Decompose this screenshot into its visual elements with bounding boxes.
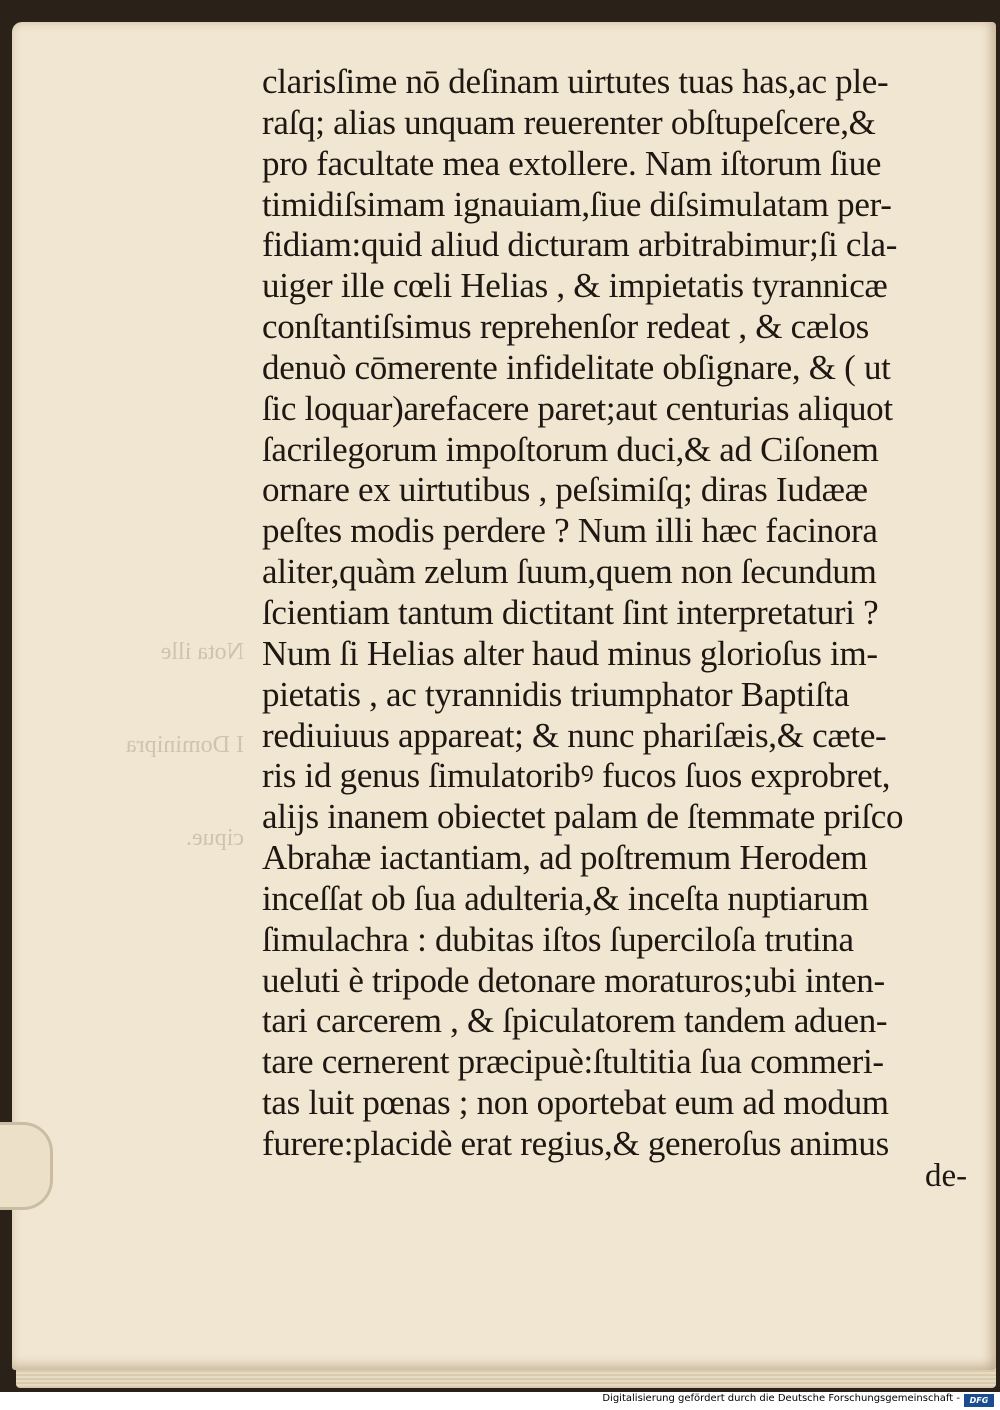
text-line: timidiſsimam ignauiam,ſiue diſsimulatam per-	[262, 184, 892, 224]
text-line: Abrahæ iactantiam, ad poſtremum Herodem	[262, 838, 868, 878]
bleed-line: Nota ille	[160, 639, 244, 665]
text-line: raſq; alias unquam reuerenter obſtupeſcere,&	[262, 102, 876, 142]
text-line: inceſſat ob ſua adulteria,& inceſta nuptiarum	[262, 878, 869, 918]
body-text	[262, 62, 982, 1165]
text-line: ſcientiam tantum dictitant ſint interpretaturi ?	[262, 592, 879, 632]
digitization-footer	[0, 1392, 1000, 1410]
text-line: fidiam:quid aliud dicturam arbitrabimur;ſi cla-	[262, 225, 898, 265]
text-line: ſic loquar)arefacere paret;aut centurias aliquot	[262, 388, 893, 428]
text-line: pro facultate mea extollere. Nam iſtorum ſiue	[262, 143, 882, 183]
page-clasp-mark	[0, 1122, 53, 1210]
text-line: ſacrilegorum impoſtorum duci,& ad Ciſonem	[262, 429, 879, 469]
text-line: clarisſime nō deſinam uirtutes tuas has,ac ple-	[262, 62, 889, 101]
text-line: tari carcerem , & ſpiculatorem tandem aduen-	[262, 1001, 888, 1041]
text-line: tare cernerent præcipuè:ſtultitia ſua commeri-	[262, 1042, 884, 1082]
text-line: pietatis , ac tyrannidis triumphator Baptiſta	[262, 674, 850, 714]
catchword: de-	[925, 1158, 968, 1194]
text-line: ueluti è tripode detonare moraturos;ubi inten-	[262, 960, 885, 1000]
text-line: ris id genus ſimulatoribꝰ fucos ſuos exprobret,	[262, 756, 891, 796]
text-line: uiger ille cœli Helias , & impietatis tyrannicæ	[262, 266, 888, 306]
text-line: denuò cōmerente infidelitate obſignare, & ( ut	[262, 347, 891, 387]
bleed-line: I Dominipra	[126, 732, 244, 758]
text-line: peſtes modis perdere ? Num illi hæc facinora	[262, 511, 878, 551]
bleed-through-marginalia	[112, 575, 244, 851]
text-line: ſimulachra : dubitas iſtos ſuperciloſa trutina	[262, 919, 854, 959]
text-line: conſtantiſsimus reprehenſor redeat , & cælos	[262, 307, 869, 347]
text-line: alijs inanem obiectet palam de ſtemmate priſco	[262, 797, 904, 837]
bleed-line: cipue.	[186, 825, 244, 851]
text-line: tas luit pœnas ; non oportebat eum ad modum	[262, 1083, 889, 1123]
text-line: aliter,quàm zelum ſuum,quem non ſecundum	[262, 552, 877, 592]
text-line: Num ſi Helias alter haud minus glorioſus im-	[262, 633, 878, 673]
text-line: furere:placidè erat regius,& generoſus animus	[262, 1123, 889, 1163]
dfg-logo-icon: DFG	[964, 1394, 994, 1407]
text-line: ornare ex uirtutibus , peſsimiſq; diras Iudææ	[262, 470, 868, 510]
text-line: rediuiuus appareat; & nunc phariſæis,& cæte-	[262, 715, 887, 755]
funding-credit: Digitalisierung gefördert durch die Deutsche Forschungsgemeinschaft -	[602, 1393, 960, 1404]
